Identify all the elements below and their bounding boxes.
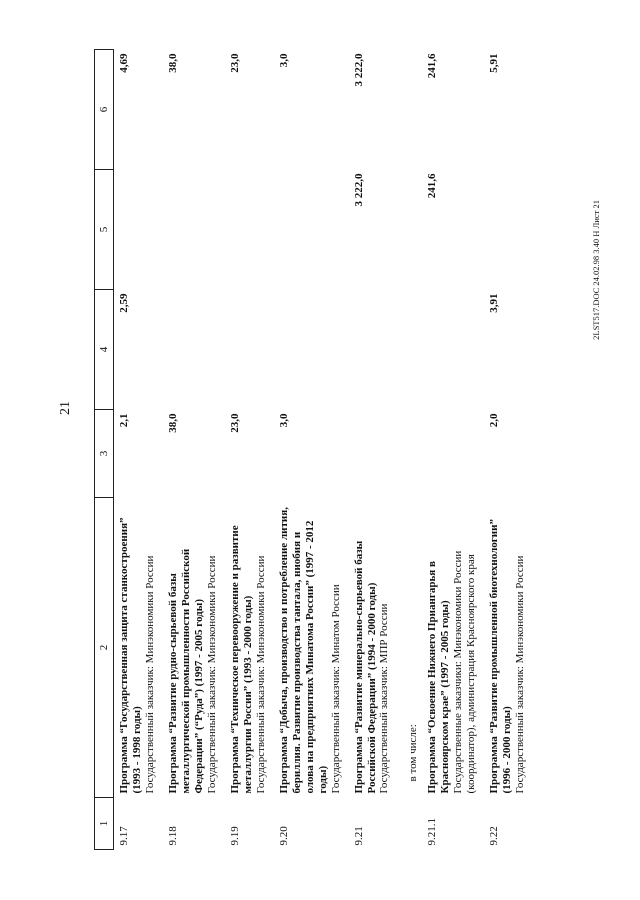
value-c6: 23,0 [228,53,241,73]
program-title: Программа “Развитие минерально-сырьевой базы Российской Федерации” (1994 - 2000 годы) [352,540,378,794]
table-row [225,50,274,850]
table-row [274,50,349,850]
table-row [484,50,533,850]
row-code [397,798,422,850]
value-c4 [163,290,225,410]
value-c5 [114,170,163,290]
row-code: 9.20 [277,826,290,846]
row-code: 9.21.1 [426,818,439,846]
state-customer: Государственный заказчик: Минэкономики России [514,555,527,794]
column-header: 3 [95,410,114,498]
program-title: Программа “Техническое перевооружение и развитие металлургии России” (1993 - 2000 годы) [228,525,254,794]
program-title: Программа “Освоение Нижнего Приангарья в Красноярском крае” (1997 - 2005 годы) [426,561,452,794]
value-c3: 2,1 [118,413,130,428]
state-customer: Государственный заказчик: Минэкономики России [254,555,267,794]
rotated-table-container [94,50,614,850]
value-c4 [397,290,422,410]
value-c4 [274,290,349,410]
program-title: Программа “Развитие промышленной биотехнологии” (1996 - 2000 годы) [488,519,514,794]
programs-table [94,49,533,850]
program-title: Программа “Развитие рудно-сырьевой базы металлургической промышленности Российской Федерации” (“Руда”) (1997 - 2005 годы) [166,548,205,794]
value-c6: 5,91 [488,53,501,73]
row-code: 9.21 [352,826,365,846]
value-c6 [397,50,422,170]
column-header: 6 [95,50,114,170]
row-description [349,498,398,798]
value-c5: 3 222,0 [352,173,365,207]
value-c3: 3,0 [277,413,290,428]
table-row [397,50,422,850]
value-c4 [349,290,398,410]
table-body [114,50,534,850]
state-customer: Государственный заказчик: Минэкономики России [143,555,156,794]
row-code: 9.22 [488,826,501,846]
header-row [95,50,114,850]
state-customer: Государственный заказчик: МПР России [378,603,391,794]
value-c4 [225,290,274,410]
table-row [114,50,163,850]
row-code: 9.18 [166,826,179,846]
row-code: 9.17 [118,826,130,846]
column-header: 2 [95,498,114,798]
value-c3: 23,0 [228,413,241,433]
value-c5 [225,170,274,290]
table-row [349,50,398,850]
state-customer: Государственный заказчик: Минатом России [329,584,342,794]
value-c5 [397,170,422,290]
value-c6: 241,6 [426,53,439,79]
value-c3: 38,0 [166,413,179,433]
value-c4 [422,290,484,410]
row-description [225,498,274,798]
column-header: 4 [95,290,114,410]
value-c6: 3 222,0 [352,53,365,87]
row-description [114,498,163,798]
value-c5: 241,6 [426,173,439,199]
value-c3 [397,410,422,498]
column-header: 5 [95,170,114,290]
value-c4: 3,91 [488,293,501,313]
value-c3 [349,410,398,498]
page-number: 21 [58,401,73,415]
row-description [422,498,484,798]
value-c5 [274,170,349,290]
state-customer: в том числе: [407,724,420,782]
page-footer: 2LST517.DOC 24.02.98 3.40 H Лист 21 [591,200,601,340]
row-description [484,498,533,798]
value-c6: 38,0 [166,53,179,73]
state-customer: Государственный заказчик: Минэкономики России [205,555,218,794]
row-description [397,498,422,798]
table-row [163,50,225,850]
value-c6: 4,69 [118,53,130,73]
value-c6: 3,0 [277,53,290,68]
column-header: 1 [95,798,114,850]
row-description [163,498,225,798]
state-customer: Государственные заказчики: Минэкономики России (координатор), администрация Красноярского края [452,550,478,794]
value-c3: 2,0 [488,413,501,428]
row-description [274,498,349,798]
row-code: 9.19 [228,826,241,846]
value-c3 [422,410,484,498]
value-c5 [484,170,533,290]
program-title: Программа “Добыча, производство и потребление лития, бериллия. Развитие производства тантала, ниобия и олова на предприятиях Минатома России” (1997 - 2012 годы) [277,507,329,794]
value-c4: 2,59 [118,293,130,313]
program-title: Программа “Государственная защита станкостроения” (1993 - 1998 годы) [118,517,143,794]
table-row [422,50,484,850]
value-c5 [163,170,225,290]
